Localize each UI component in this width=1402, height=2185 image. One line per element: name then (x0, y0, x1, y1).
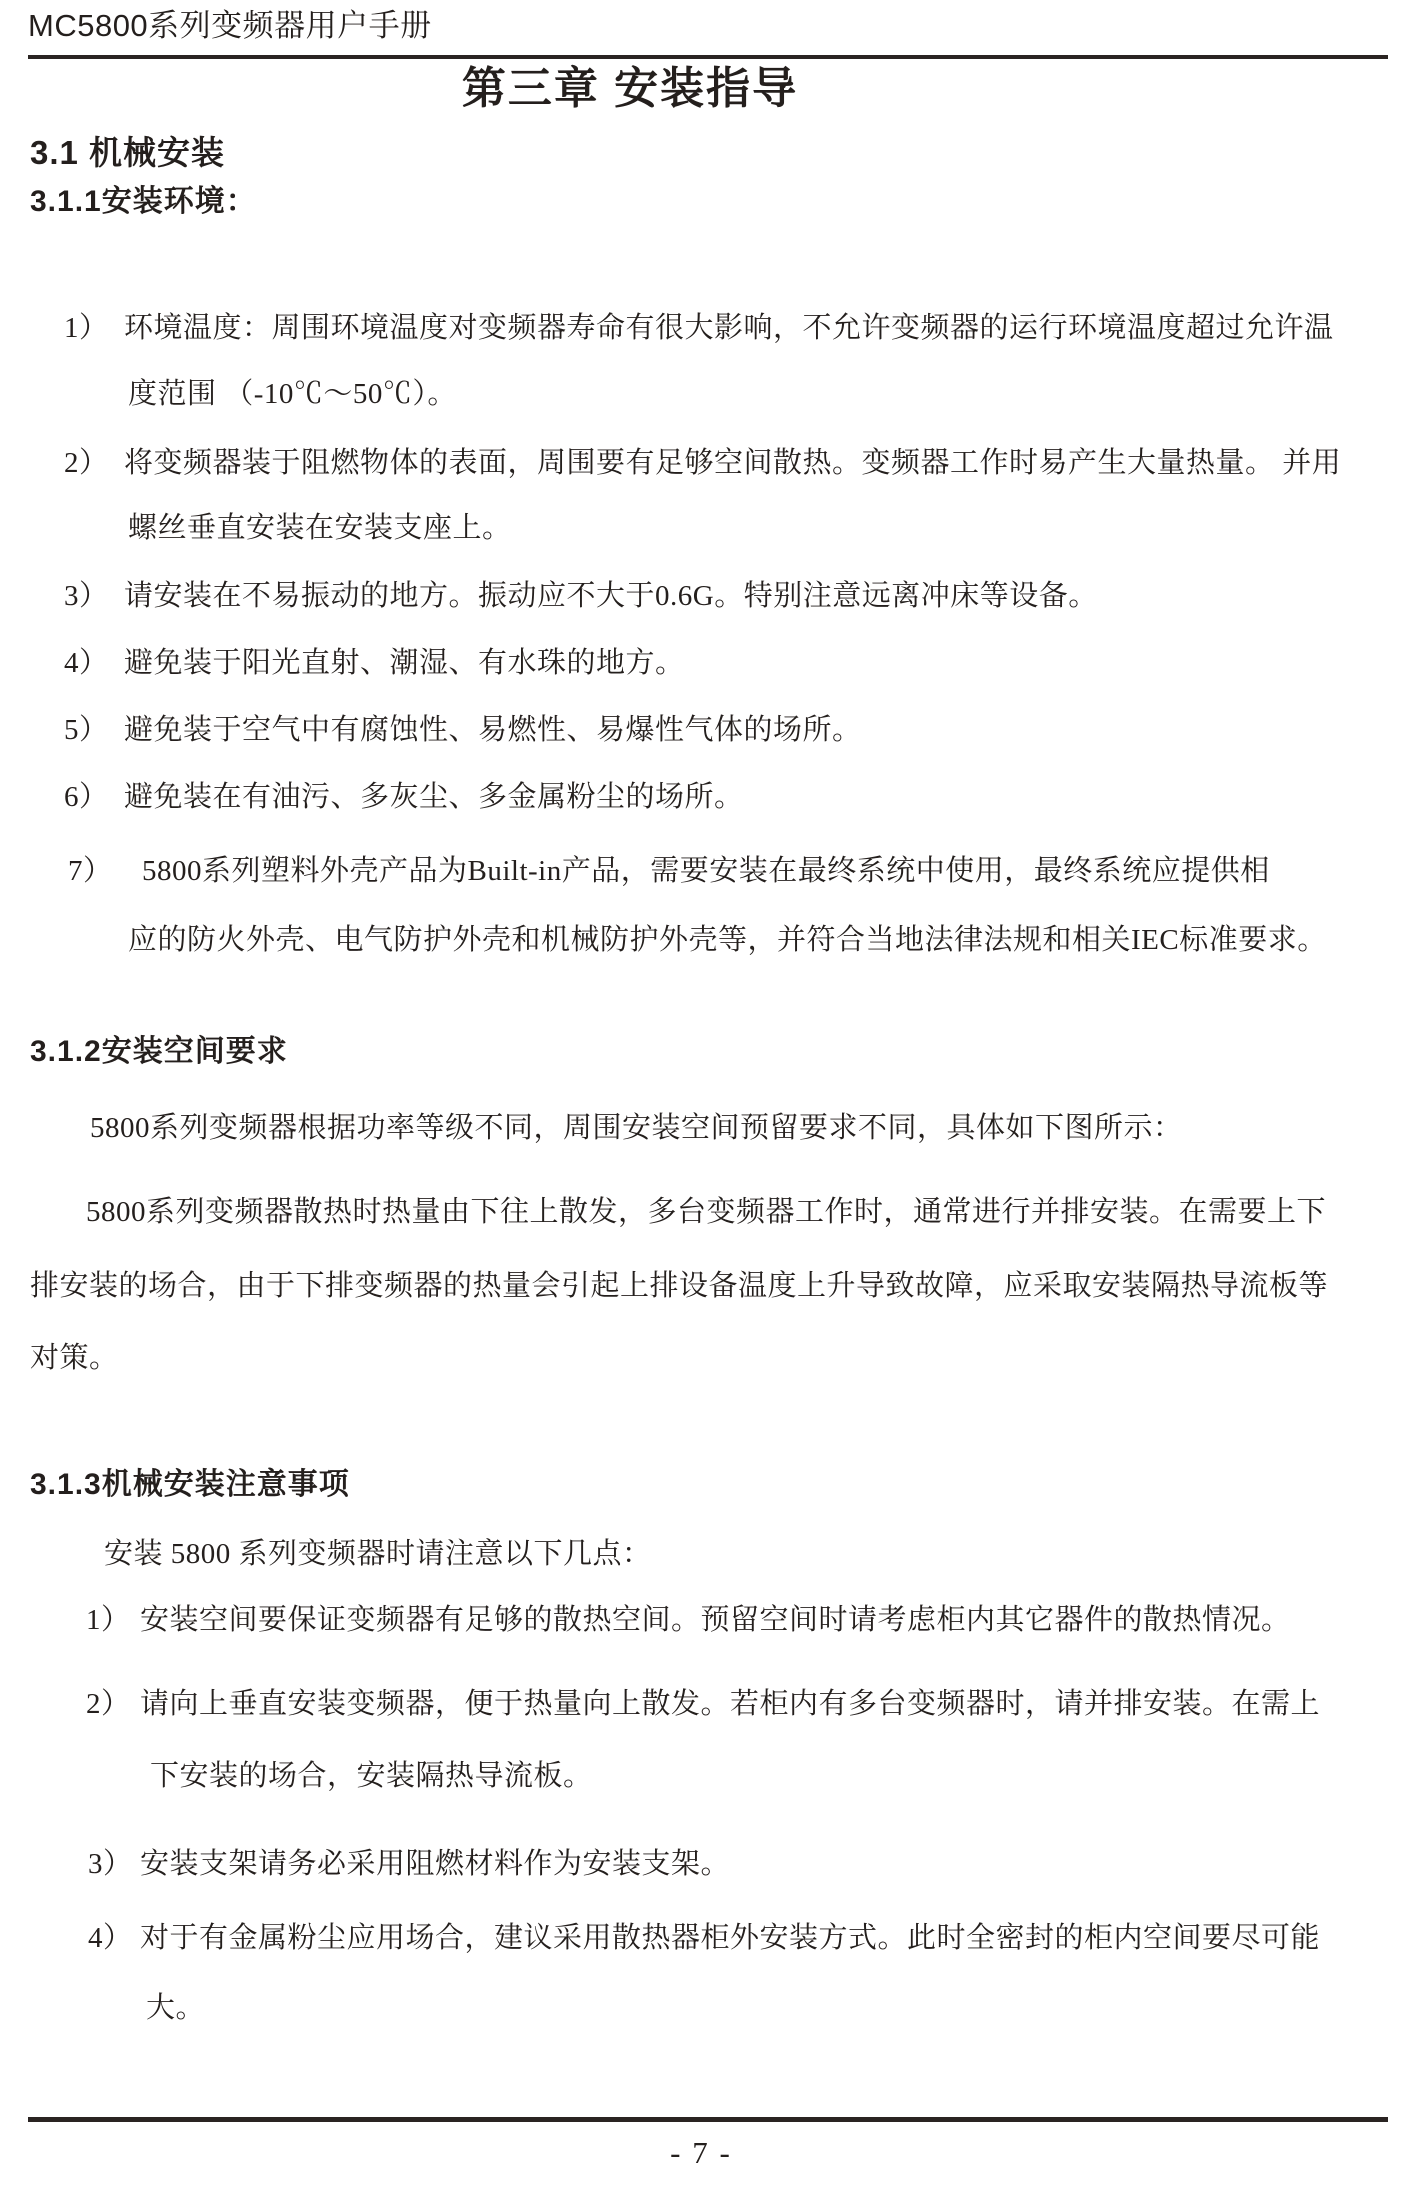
list-item-number: 3） (88, 1848, 133, 1880)
list-item-text: 5800系列塑料外壳产品为Built-in产品，需要安装在最终系统中使用，最终系统应提供相 (142, 855, 1270, 887)
list-item-continuation: 螺丝垂直安装在安装支座上。 (128, 512, 512, 544)
list-item-text: 请安装在不易振动的地方。振动应不大于0.6G。特别注意远离冲床等设备。 (124, 580, 1098, 612)
paragraph-line: 5800系列变频器散热时热量由下往上散发，多台变频器工作时，通常进行并排安装。在需要上下 (86, 1196, 1327, 1228)
chapter-title: 第三章 安装指导 (461, 64, 799, 113)
list-item-number: 1） (86, 1604, 131, 1636)
list-item-text: 避免装于阳光直射、潮湿、有水珠的地方。 (124, 647, 685, 679)
header-divider (28, 55, 1388, 59)
section-3-1-title: 3.1 机械安装 (30, 134, 226, 171)
list-item-text: 安装支架请务必采用阻燃材料作为安装支架。 (140, 1848, 731, 1880)
page-number: - 7 - (670, 2135, 732, 2170)
list-item-number: 2） (64, 447, 109, 479)
list-item-text: 安装空间要保证变频器有足够的散热空间。预留空间时请考虑柜内其它器件的散热情况。 (140, 1604, 1291, 1636)
section-3-1-2-title: 3.1.2安装空间要求 (30, 1035, 288, 1068)
paragraph-line: 对策。 (30, 1342, 119, 1374)
footer-divider (28, 2117, 1388, 2122)
list-item-text: 请向上垂直安装变频器，便于热量向上散发。若柜内有多台变频器时，请并排安装。在需上 (140, 1688, 1321, 1720)
list-item-number: 1） (64, 312, 109, 344)
paragraph-line: 安装 5800 系列变频器时请注意以下几点： (104, 1538, 652, 1570)
paragraph-line: 5800系列变频器根据功率等级不同，周围安装空间预留要求不同，具体如下图所示： (90, 1112, 1183, 1144)
list-item-number: 7） (68, 855, 113, 887)
document-header: MC5800系列变频器用户手册 (28, 8, 432, 43)
section-3-1-1-title: 3.1.1安装环境： (30, 185, 257, 218)
list-item-continuation: 应的防火外壳、电气防护外壳和机械防护外壳等，并符合当地法律法规和相关IEC标准要求。 (128, 924, 1327, 956)
list-item-text: 对于有金属粉尘应用场合，建议采用散热器柜外安装方式。此时全密封的柜内空间要尽可能 (140, 1922, 1321, 1954)
list-item-number: 6） (64, 781, 109, 813)
paragraph-line: 排安装的场合，由于下排变频器的热量会引起上排设备温度上升导致故障，应采取安装隔热导流板等 (30, 1270, 1329, 1302)
section-3-1-3-title: 3.1.3机械安装注意事项 (30, 1468, 350, 1501)
list-item-text: 环境温度：周围环境温度对变频器寿命有很大影响，不允许变频器的运行环境温度超过允许温 (124, 312, 1334, 344)
list-item-continuation: 下安装的场合，安装隔热导流板。 (150, 1760, 593, 1792)
list-item-continuation: 大。 (146, 1992, 206, 2024)
list-item-number: 4） (64, 647, 109, 679)
list-item-number: 3） (64, 580, 109, 612)
list-item-text: 避免装于空气中有腐蚀性、易燃性、易爆性气体的场所。 (124, 714, 862, 746)
list-item-number: 5） (64, 714, 109, 746)
list-item-number: 4） (88, 1922, 133, 1954)
list-item-number: 2） (86, 1688, 131, 1720)
list-item-text: 避免装在有油污、多灰尘、多金属粉尘的场所。 (124, 781, 744, 813)
list-item-text: 将变频器装于阻燃物体的表面，周围要有足够空间散热。变频器工作时易产生大量热量。 并用 (124, 447, 1342, 479)
list-item-continuation: 度范围 （-10℃～50℃）。 (128, 378, 457, 410)
